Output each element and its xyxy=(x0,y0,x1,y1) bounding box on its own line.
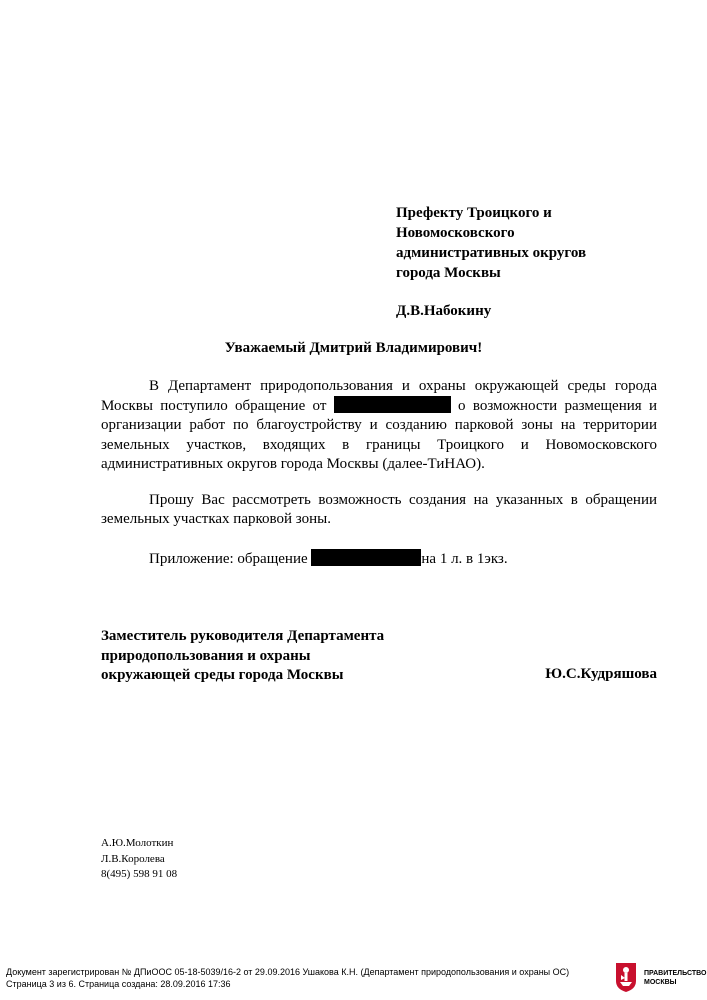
signer-title-line: природопользования и охраны xyxy=(101,647,311,664)
signer-title-line: окружающей среды города Москвы xyxy=(101,667,344,683)
redaction-block xyxy=(334,396,451,413)
government-label xyxy=(644,969,706,987)
addressee-line: Префекту Троицкого и xyxy=(396,205,552,221)
moscow-coat-of-arms-icon xyxy=(614,961,638,993)
footer-line-2: Страница 3 из 6. Страница создана: 28.09.2016 17:36 xyxy=(6,978,231,989)
signer-title xyxy=(101,627,384,686)
registration-footer xyxy=(6,967,569,990)
government-label-line: МОСКВЫ xyxy=(644,979,677,986)
body-text: о возможности размещения и организации работ по благоустройству и созданию парковой зоны на территории земельных участков, входящих в границы Троицкого и Новомосковского административных округов города Москвы (далее-ТиНАО). xyxy=(101,398,657,472)
signer-title-line: Заместитель руководителя Департамента xyxy=(101,628,385,644)
attachment-suffix: на 1 л. в 1экз. xyxy=(421,551,508,567)
executors-block xyxy=(101,836,177,883)
addressee-line: города Москвы xyxy=(396,265,501,281)
executor-line: А.Ю.Молоткин xyxy=(101,837,174,849)
redaction-block xyxy=(311,549,421,566)
executor-phone: 8(495) 598 91 08 xyxy=(101,868,178,880)
government-label-line: ПРАВИТЕЛЬСТВО xyxy=(644,970,707,977)
executor-line: Л.В.Королева xyxy=(101,852,165,865)
addressee-name: Д.В.Набокину xyxy=(396,303,492,319)
body-paragraph-2: Прошу Вас рассмотреть возможность создания на указанных в обращении земельных участках парковой зоны. xyxy=(101,492,657,528)
attachment-line xyxy=(149,549,508,569)
addressee-line: Новомосковского xyxy=(396,225,515,241)
footer-line-1: Документ зарегистрирован № ДПиООС 05-18-5039/16-2 от 29.09.2016 Ушакова К.Н. (Департамент природопользования и охраны ОС) xyxy=(6,967,570,977)
addressee-block xyxy=(396,203,686,283)
signer-name: Ю.С.Кудряшова xyxy=(545,666,657,682)
attachment-prefix: Приложение: обращение xyxy=(149,551,308,567)
body-paragraph-1 xyxy=(101,377,657,474)
salutation: Уважаемый Дмитрий Владимирович! xyxy=(224,340,483,356)
body-text: В Департамент природопользования и охраны окружающей среды города Москвы поступило обращение от xyxy=(101,378,657,415)
addressee-line: административных округов xyxy=(396,245,587,261)
